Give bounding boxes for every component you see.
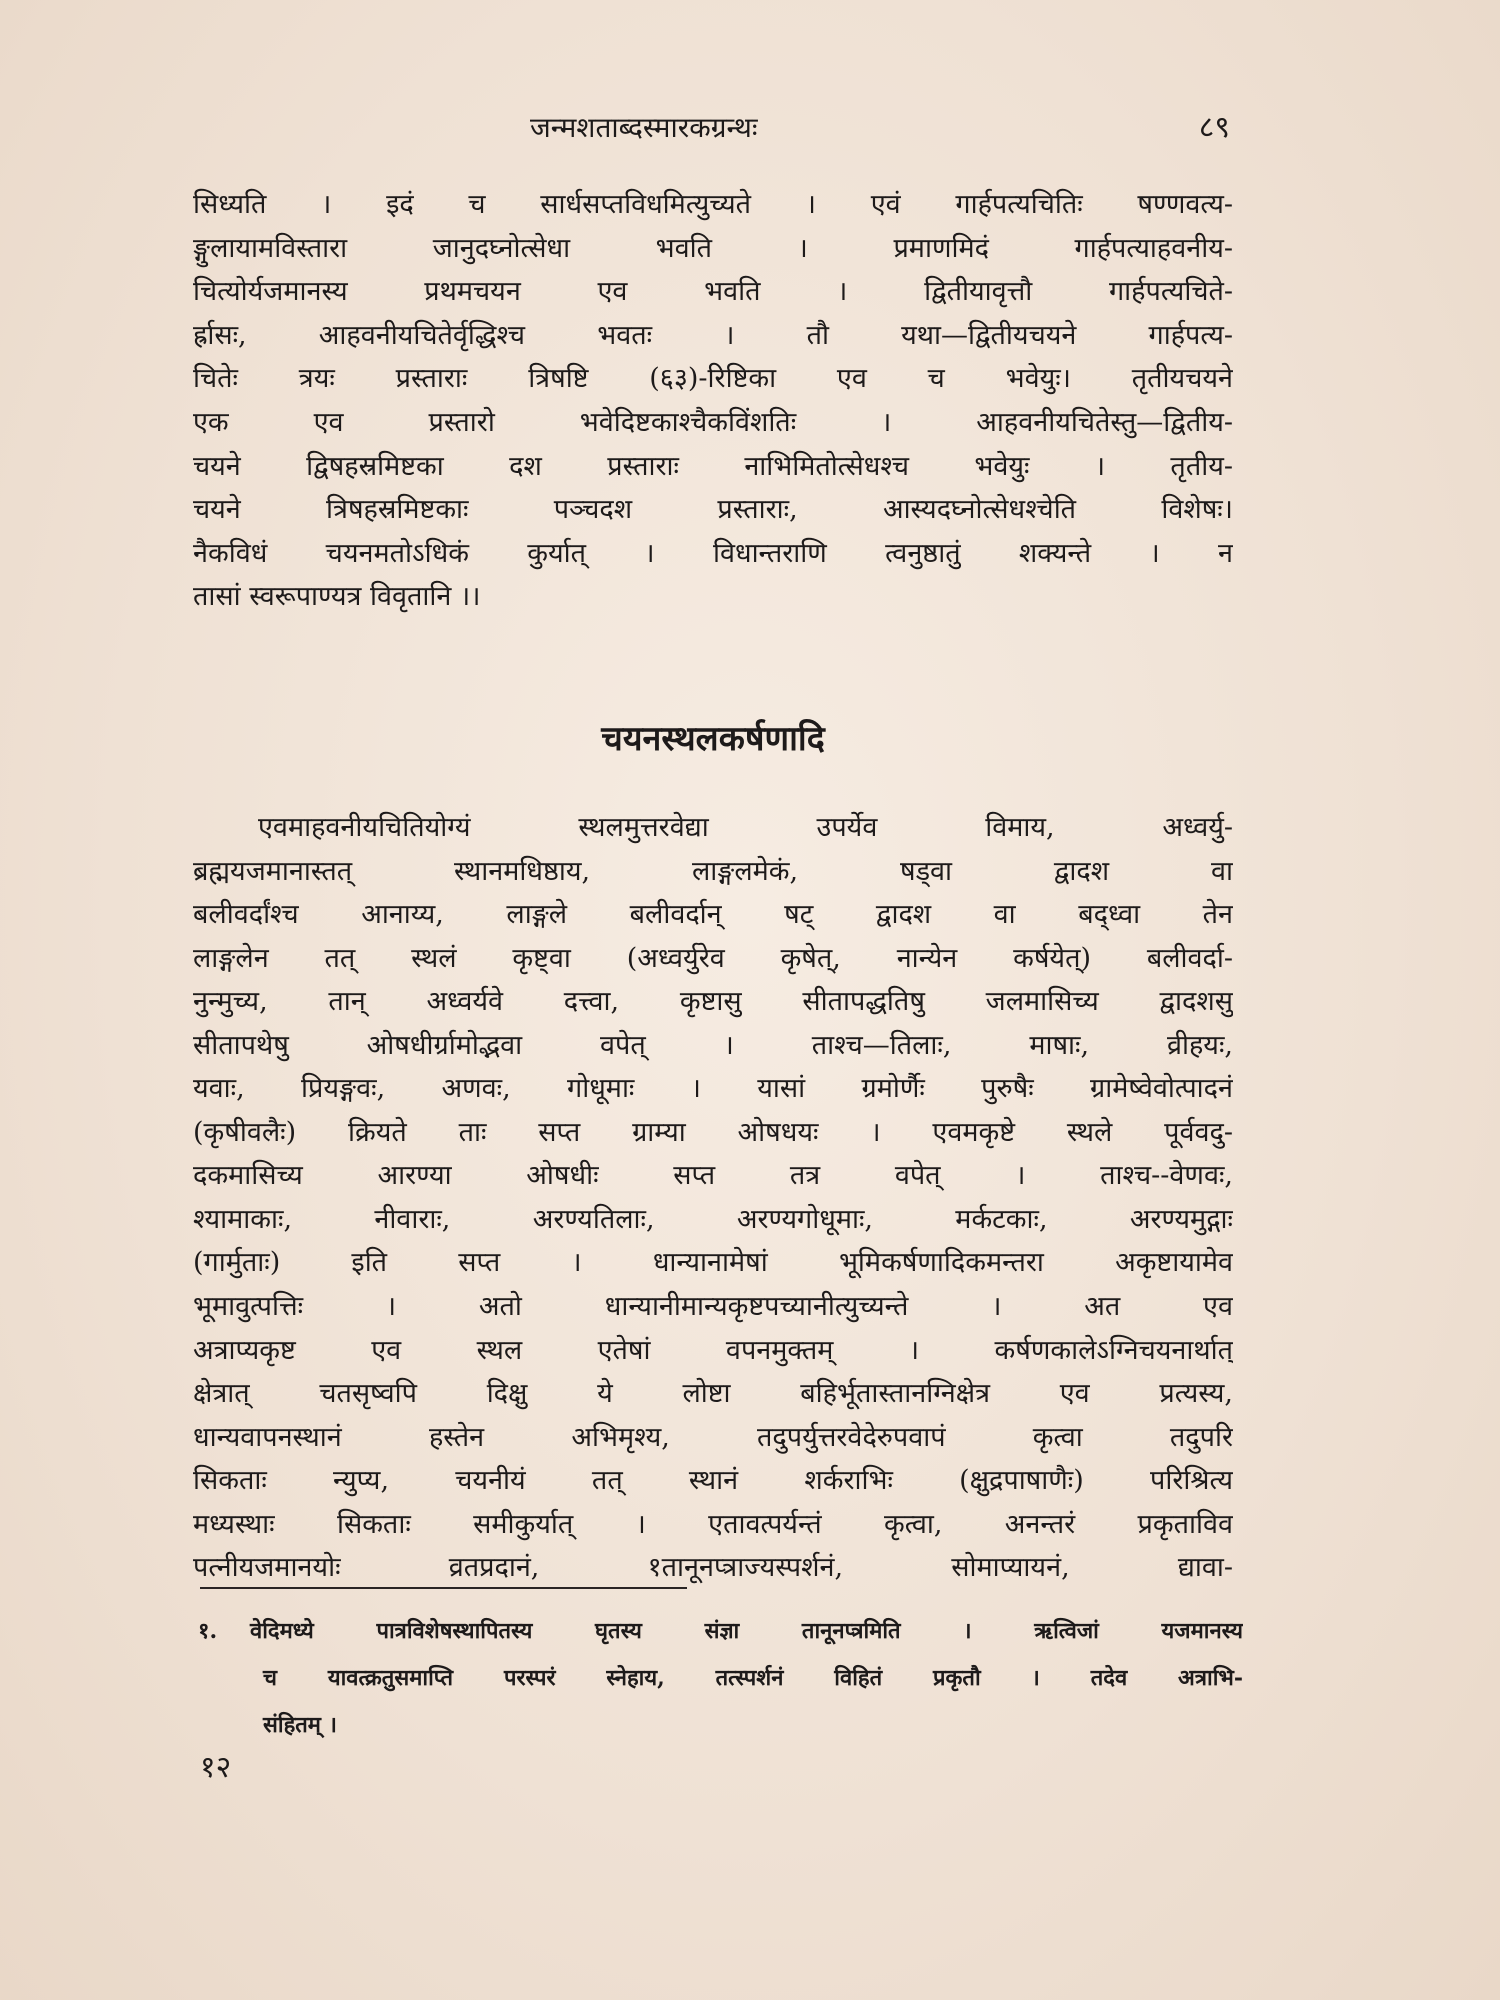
text-line: चयने द्विषहस्रमिष्टका दश प्रस्ताराः नाभिमितोत्सेधश्च भवेयुः । तृतीय- bbox=[193, 450, 1233, 482]
text-line: बलीवर्दांश्च आनाय्य, लाङ्गले बलीवर्दान् षट् द्वादश वा बद्ध्वा तेन bbox=[193, 899, 1233, 931]
text-line: सीतापथेषु ओषधीर्ग्रामोद्भवा वपेत् । ताश्च—तिलाः, माषाः, व्रीहयः, bbox=[193, 1029, 1233, 1061]
paragraph-2 bbox=[193, 806, 1233, 1590]
text-line: सिध्यति । इदं च सार्धसप्तविधमित्युच्यते । एवं गार्हपत्यचितिः षण्णवत्य- bbox=[193, 189, 1233, 220]
text-line: श्यामाकाः, नीवाराः, अरण्यतिलाः, अरण्यगोधूमाः, मर्कटकाः, अरण्यमुद्गाः bbox=[193, 1203, 1233, 1235]
text-line: चितेः त्रयः प्रस्ताराः त्रिषष्टि (६३)-रिष्टिका एव च भवेयुः। तृतीयचयने bbox=[193, 363, 1233, 395]
footnote-line bbox=[198, 1608, 1243, 1655]
text-line: चयने त्रिषहस्रमिष्टकाः पञ्चदश प्रस्ताराः, आस्यदघ्नोत्सेधश्चेति विशेषः। bbox=[193, 494, 1233, 526]
text-line: तासां स्वरूपाण्यत्र विवृतानि ।। bbox=[193, 581, 481, 613]
footnote-text: वेदिमध्ये पात्रविशेषस्थापितस्य घृतस्य संज्ञा तानूनप्त्रमिति । ऋत्विजां यजमानस्य bbox=[250, 1618, 1243, 1644]
text-line: मध्यस्थाः सिकताः समीकुर्यात् । एतावत्पर्यन्तं कृत्वा, अनन्तरं प्रकृताविव bbox=[193, 1508, 1233, 1540]
section-heading: चयनस्थलकर्षणादि bbox=[601, 719, 825, 759]
text-line: र्ह्रासः, आहवनीयचितेर्वृद्धिश्च भवतः । तौ यथा—द्वितीयचयने गार्हपत्य- bbox=[193, 319, 1233, 351]
text-line: लाङ्गलेन तत् स्थलं कृष्ट्वा (अध्वर्युरेव कृषेत्, नान्येन कर्षयेत्) बलीवर्दा- bbox=[193, 942, 1233, 974]
running-title: जन्मशताब्दस्मारकग्रन्थः bbox=[530, 111, 758, 144]
footnote-divider bbox=[200, 1587, 687, 1589]
text-line: ङ्गुलायामविस्तारा जानुदघ्नोत्सेधा भवति । प्रमाणमिदं गार्हपत्याहवनीय- bbox=[193, 232, 1233, 264]
text-line: भूमावुत्पत्तिः । अतो धान्यानीमान्यकृष्टपच्यानीत्युच्यन्ते । अत एव bbox=[193, 1291, 1233, 1323]
footnote bbox=[198, 1608, 1243, 1749]
text-line: (कृषीवलैः) क्रियते ताः सप्त ग्राम्या ओषधयः । एवमकृष्टे स्थले पूर्ववदु- bbox=[193, 1116, 1233, 1148]
text-line: एक एव प्रस्तारो भवेदिष्टकाश्चैकविंशतिः । आहवनीयचितेस्तु—द्वितीय- bbox=[193, 406, 1233, 438]
signature-mark: १२ bbox=[200, 1750, 232, 1785]
text-line: नुन्मुच्य, तान् अध्वर्यवे दत्त्वा, कृष्टासु सीतापद्धतिषु जलमासिच्य द्वादशसु bbox=[193, 986, 1233, 1018]
text-line: एवमाहवनीयचितियोग्यं स्थलमुत्तरवेद्या उपर्येव विमाय, अध्वर्यु- bbox=[258, 812, 1233, 843]
text-line: यवाः, प्रियङ्गवः, अणवः, गोधूमाः । यासां ग्रमोर्णैः पुरुषैः ग्रामेष्वेवोत्पादनं bbox=[193, 1073, 1233, 1105]
paragraph-1 bbox=[193, 183, 1233, 619]
text-line: दकमासिच्य आरण्या ओषधीः सप्त तत्र वपेत् । ताश्च--वेणवः, bbox=[193, 1160, 1233, 1192]
text-line: (गार्मुताः) इति सप्त । धान्यानामेषां भूमिकर्षणादिकमन्तरा अकृष्टायामेव bbox=[193, 1247, 1233, 1279]
text-line: पत्नीयजमानयोः व्रतप्रदानं, १तानूनप्त्राज्यस्पर्शनं, सोमाप्यायनं, द्यावा- bbox=[193, 1552, 1233, 1584]
text-line: क्षेत्रात् चतसृष्वपि दिक्षु ये लोष्टा बहिर्भूतास्तानग्निक्षेत्र एव प्रत्यस्य, bbox=[193, 1378, 1233, 1410]
text-line: नैकविधं चयनमतोऽधिकं कुर्यात् । विधान्तराणि त्वनुष्ठातुं शक्यन्ते । न bbox=[193, 537, 1233, 569]
text-line: सिकताः न्युप्य, चयनीयं तत् स्थानं शर्कराभिः (क्षुद्रपाषाणैः) परिश्रित्य bbox=[193, 1465, 1233, 1497]
text-line: अत्राप्यकृष्ट एव स्थल एतेषां वपनमुक्तम् । कर्षणकालेऽग्निचयनार्थात् bbox=[193, 1334, 1233, 1366]
text-line: चित्योर्यजमानस्य प्रथमचयन एव भवति । द्वितीयावृत्तौ गार्हपत्यचिते- bbox=[193, 276, 1233, 308]
text-line: धान्यवापनस्थानं हस्तेन अभिमृश्य, तदुपर्युत्तरवेदेरुपवापं कृत्वा तदुपरि bbox=[193, 1421, 1233, 1453]
page-header bbox=[200, 108, 1230, 148]
text-line: ब्रह्मयजमानास्तत् स्थानमधिष्ठाय, लाङ्गलमेकं, षड्वा द्वादश वा bbox=[193, 855, 1233, 887]
page-number: ८९ bbox=[1198, 110, 1230, 145]
footnote-line: संहितम् । bbox=[263, 1712, 337, 1738]
footnote-marker: १. bbox=[198, 1618, 218, 1644]
footnote-line: च यावत्क्रतुसमाप्ति परस्परं स्नेहाय, तत्स्पर्शनं विहितं प्रकृतौ । तदेव अत्राभि- bbox=[263, 1665, 1243, 1691]
